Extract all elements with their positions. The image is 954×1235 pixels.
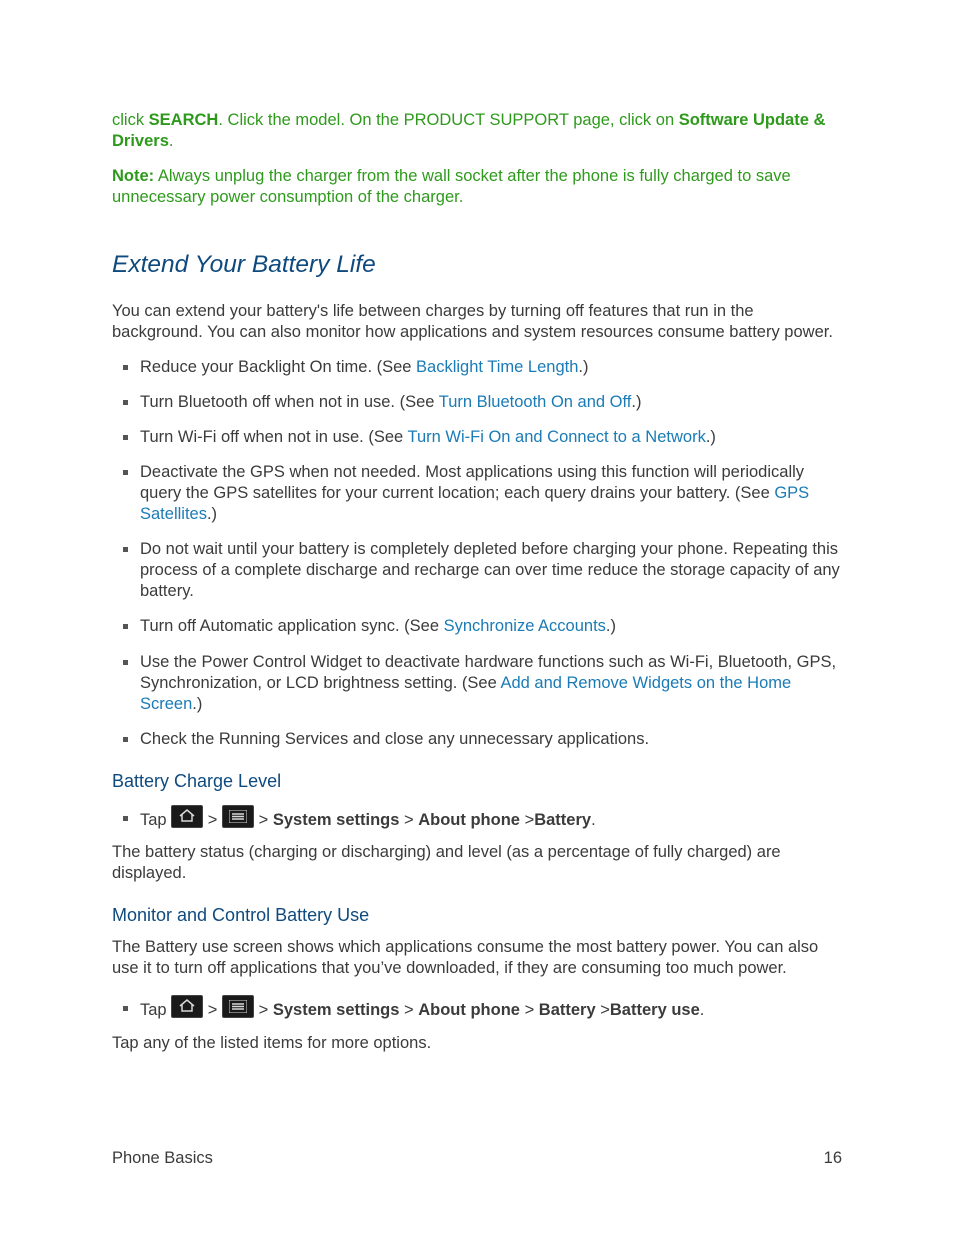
separator: > [207, 811, 218, 829]
section-intro: You can extend your battery's life between charges by turning off features that run in the background. You can also monitor how applications and system resources consume battery power. [112, 302, 833, 341]
link-turn-wifi[interactable]: Turn Wi-Fi On and Connect to a Network [407, 428, 706, 446]
intro-search-bold: SEARCH [148, 111, 219, 129]
bullet-marker [123, 435, 128, 440]
menu-icon [222, 805, 254, 828]
menu-icon [222, 995, 254, 1018]
bullet-text: Turn Wi-Fi off when not in use. (See [140, 428, 408, 446]
list-item [112, 995, 842, 1023]
bullet-text-end: .) [192, 695, 203, 713]
separator: > [600, 1001, 610, 1019]
bullet-marker [123, 365, 128, 370]
note-paragraph [112, 166, 842, 208]
separator: > [524, 1001, 535, 1019]
intro-text-3: . [168, 132, 174, 150]
step-about-phone: About phone [418, 811, 520, 829]
step-system-settings: System settings [272, 1001, 400, 1019]
monitor-heading: Monitor and Control Battery Use [112, 905, 370, 925]
note-text: Always unplug the charger from the wall socket after the phone is fully charged to save unnecessary power consumption of the charger. [112, 167, 791, 206]
step-battery: Battery [534, 811, 592, 829]
bullet-text: Deactivate the GPS when not needed. Most applications using this function will periodically query the GPS satellites for your current location; each query drains your battery. (See [140, 463, 805, 502]
list-item [112, 392, 842, 413]
link-gps-satellites[interactable]: GPS Satellites [140, 484, 810, 523]
bullet-marker [123, 1006, 128, 1011]
intro-text-2: . Click the model. On the PRODUCT SUPPORT page, click on [218, 111, 679, 129]
bullet-text-end: .) [206, 505, 218, 523]
intro-text-1: click [112, 111, 149, 129]
bullet-text: Turn off Automatic application sync. (See [140, 617, 444, 635]
list-item [112, 462, 842, 525]
bullet-text-end: .) [578, 358, 589, 376]
battery-charge-heading: Battery Charge Level [112, 771, 282, 791]
monitor-description: The Battery use screen shows which applications consume the most battery power. You can also use it to turn off applications that you’ve downloaded, if they are consuming too much power. [112, 938, 819, 977]
separator: > [258, 1001, 269, 1019]
footer-section-name: Phone Basics [112, 1149, 213, 1167]
list-item [112, 616, 842, 637]
separator: > [207, 1001, 218, 1019]
link-synchronize-accounts[interactable]: Synchronize Accounts [443, 617, 606, 635]
bullet-text: Check the Running Services and close any unnecessary applications. [140, 730, 650, 748]
bullet-marker [123, 624, 128, 629]
home-icon [171, 995, 203, 1018]
monitor-after-text: Tap any of the listed items for more options. [112, 1034, 432, 1052]
step-battery: Battery [538, 1001, 596, 1019]
list-item [112, 427, 842, 448]
bullet-text: Do not wait until your battery is completely depleted before charging your phone. Repeating this process of a complete discharge and recharge can over time reduce the storage capacity of any battery. [140, 540, 840, 600]
step-end: . [591, 811, 596, 829]
step-end: . [699, 1001, 705, 1019]
tap-text: Tap [140, 811, 167, 829]
step-battery-use: Battery use [609, 1001, 700, 1019]
list-item [112, 652, 842, 715]
list-item [112, 805, 842, 833]
charge-description: The battery status (charging or discharging) and level (as a percentage of fully charged) are displayed. [112, 843, 781, 882]
list-item [112, 729, 842, 750]
intro-paragraph [112, 110, 842, 152]
separator: > [524, 811, 535, 829]
bullet-marker [123, 400, 128, 405]
note-label: Note: [112, 167, 155, 185]
separator: > [404, 1001, 414, 1019]
list-item [112, 539, 842, 602]
bullet-text: Reduce your Backlight On time. (See [140, 358, 417, 376]
bullet-marker [123, 470, 128, 475]
bullet-text-end: .) [705, 428, 716, 446]
bullet-text: Turn Bluetooth off when not in use. (See [140, 393, 439, 411]
list-item [112, 357, 842, 378]
step-system-settings: System settings [272, 811, 400, 829]
link-turn-bluetooth[interactable]: Turn Bluetooth On and Off [438, 393, 632, 411]
separator: > [404, 811, 414, 829]
bullet-marker [123, 660, 128, 665]
bullet-marker [123, 737, 128, 742]
bullet-text: Use the Power Control Widget to deactivate hardware functions such as Wi-Fi, Bluetooth, GPS, Synchronization, or LCD brightness setting. (See [140, 653, 837, 692]
link-add-remove-widgets[interactable]: Add and Remove Widgets on the Home Screen [140, 674, 792, 713]
bullet-text-end: .) [631, 393, 642, 411]
intro-software-bold: Software Update & Drivers [112, 111, 826, 150]
step-about-phone: About phone [418, 1001, 520, 1019]
footer-page-number: 16 [823, 1149, 842, 1167]
link-backlight-time-length[interactable]: Backlight Time Length [416, 358, 579, 376]
home-icon [171, 805, 203, 828]
bullet-text-end: .) [605, 617, 617, 635]
bullet-marker [123, 816, 128, 821]
bullet-marker [123, 547, 128, 552]
tap-text: Tap [140, 1001, 167, 1019]
section-title: Extend Your Battery Life [112, 251, 376, 278]
separator: > [258, 811, 269, 829]
